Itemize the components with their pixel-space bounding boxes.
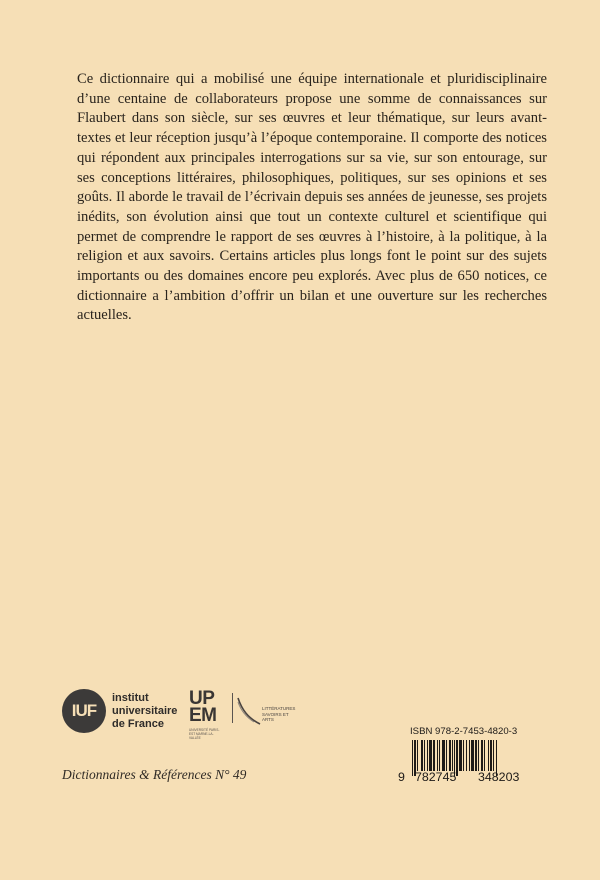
series-title: Dictionnaires & Références N° 49 (62, 767, 247, 782)
upem-line-2: EM (189, 705, 217, 726)
cover-description: Ce dictionnaire qui a mobilisé une équipe internationale et pluridisciplinaire d’une centaine de collaborateurs propose une somme de connaissances sur Flaubert dans son siècle, sur ses œuvres et leur thématique, sur leurs avant-textes et leur réception jusqu’à l’époque contemporaine. Il comporte des notices qui répondent aux principales interrogations sur sa vie, sur son entourage, sur ses conceptions littéraires, philosophiques, politiques, sur ses opinions et ses goûts. Il aborde le travail de l’écrivain depuis ses années de jeunesse, ses projets inédits, son évolution ainsi que tout un contexte culturel et scientifique qui permet de comprendre le rapport de ses œuvres à l’histoire, à la politique, à la religion et aux savoirs. Certains articles plus longs font le point sur des sujets importants ou des domaines encore peu explorés. Avec plus de 650 notices, ce dictionnaire a l’ambition d’offrir un bilan et une ouverture sur les recherches actuelles. (77, 71, 547, 324)
barcode-digits-group-1: 782745 (415, 770, 457, 784)
lab-line-2: SAVOIRS ET (262, 711, 289, 717)
lab-name (262, 706, 302, 723)
upem-logo (189, 690, 299, 740)
lab-line-3: ARTS (262, 717, 274, 722)
upem-line-1: UP (189, 688, 215, 709)
iuf-line-2: universitaire (112, 704, 178, 717)
lab-swoosh-icon (236, 696, 262, 726)
upem-divider (232, 693, 233, 723)
lab-line-1: LITTÉRATURES (262, 706, 296, 711)
barcode-digits-group-2: 348203 (478, 770, 520, 784)
iuf-line-1: institut (112, 691, 149, 704)
isbn-label: ISBN 978-2-7453-4820-3 (410, 726, 518, 737)
upem-wordmark (189, 690, 217, 724)
iuf-logo (62, 689, 177, 733)
barcode-digit-first: 9 (398, 770, 405, 784)
iuf-name (112, 692, 177, 731)
upem-university-name: UNIVERSITÉ PARIS-EST MARNE-LA-VALLÉE (189, 728, 220, 740)
iuf-line-3: de France (112, 717, 164, 730)
iuf-mark-icon: IUF (62, 689, 106, 733)
